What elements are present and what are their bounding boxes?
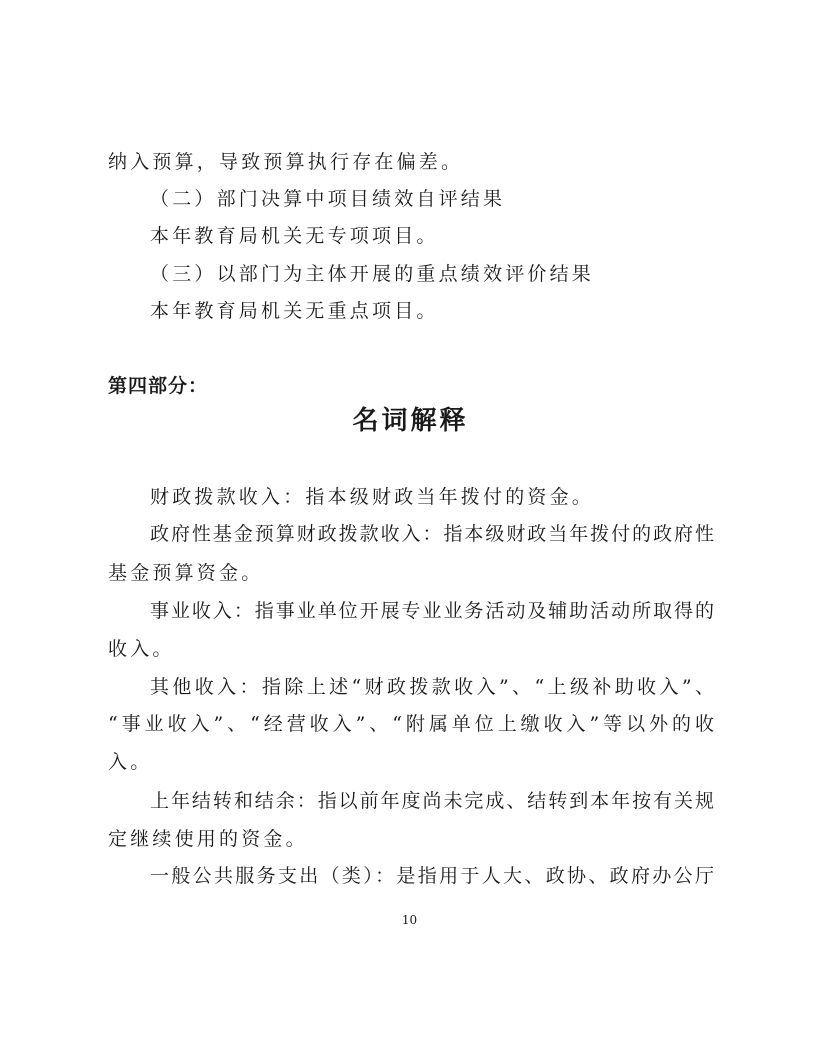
- definition-line: 入。: [108, 751, 153, 773]
- definition-line: 其他收入：指除上述“财政拨款收入”、“上级补助收入”、: [150, 676, 714, 698]
- paragraph-line: 纳入预算，导致预算执行存在偏差。: [108, 151, 464, 173]
- paragraph-line: 本年教育局机关无重点项目。: [150, 300, 439, 322]
- subsection-heading: （二）部门决算中项目绩效自评结果: [150, 188, 506, 210]
- definition-line: 事业收入：指事业单位开展专业业务活动及辅助活动所取得的: [150, 600, 714, 622]
- definition-line: 上年结转和结余：指以前年度尚未完成、结转到本年按有关规: [150, 790, 714, 812]
- definition-line: 基金预算资金。: [108, 562, 264, 584]
- paragraph-line: 本年教育局机关无专项项目。: [150, 225, 439, 247]
- definition-line: 一般公共服务支出（类）：是指用于人大、政协、政府办公厅: [150, 865, 714, 887]
- definition-line: 政府性基金预算财政拨款收入：指本级财政当年拨付的政府性: [150, 523, 714, 545]
- page-number: 10: [401, 913, 418, 927]
- definition-line: 定继续使用的资金。: [108, 828, 308, 850]
- definition-line: 财政拨款收入：指本级财政当年拨付的资金。: [150, 486, 595, 508]
- page-title: 名词解释: [352, 406, 469, 436]
- definition-line: 收入。: [108, 638, 175, 660]
- section-label: 第四部分：: [108, 375, 209, 397]
- subsection-heading: （三）以部门为主体开展的重点绩效评价结果: [150, 263, 595, 285]
- definition-line: “事业收入”、“经营收入”、“附属单位上缴收入”等以外的收: [108, 713, 714, 735]
